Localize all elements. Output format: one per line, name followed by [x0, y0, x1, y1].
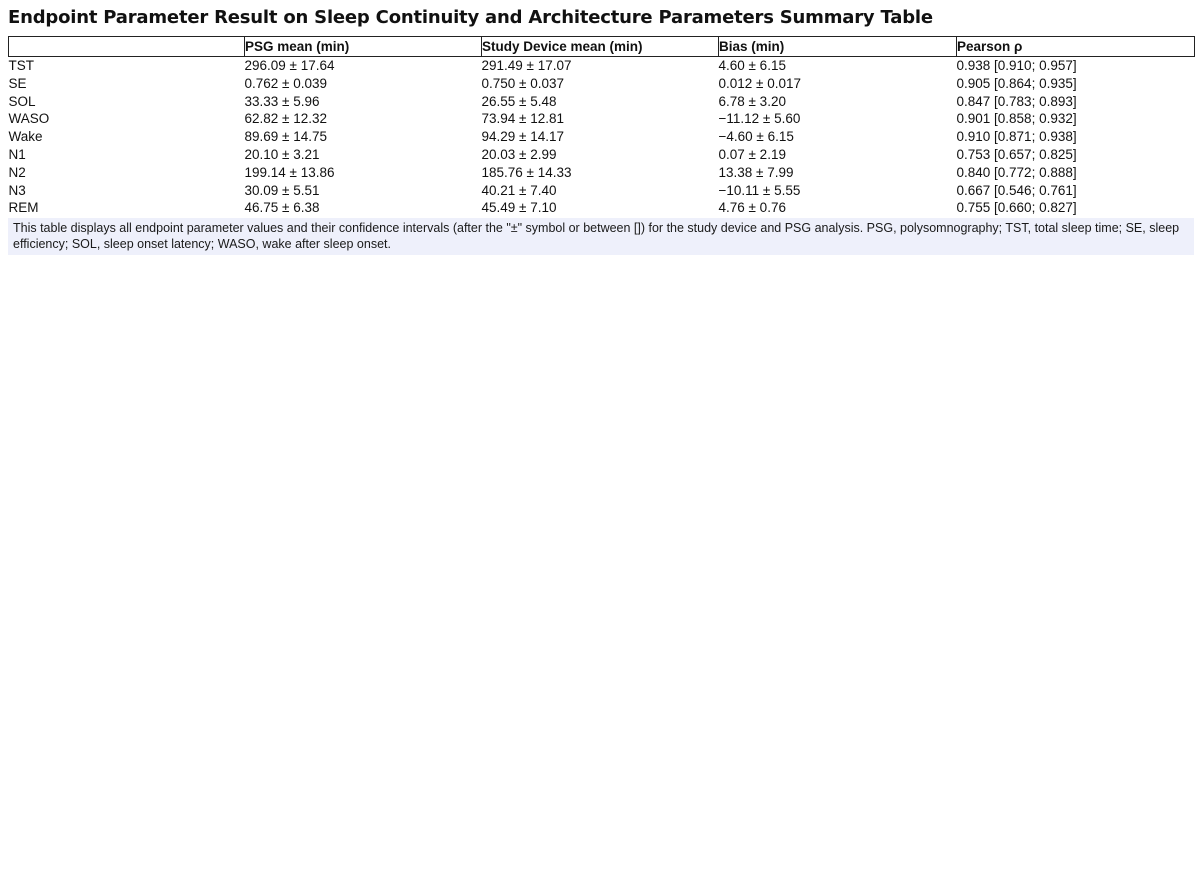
pearson-cell: 0.753 [0.657; 0.825] — [956, 146, 1077, 162]
table-row — [9, 199, 1195, 217]
pearson-cell: 0.910 [0.871; 0.938] — [956, 129, 1077, 145]
header-pearson: Pearson ρ — [957, 37, 1195, 57]
bias-cell: 0.07 ± 2.19 — [718, 146, 786, 162]
row-parameter-cell: Wake — [8, 129, 43, 145]
pearson-cell: 0.938 [0.910; 0.957] — [956, 58, 1077, 73]
pearson-cell: 0.755 [0.660; 0.827] — [956, 200, 1077, 216]
study-device-mean-cell: 185.76 ± 14.33 — [481, 164, 572, 180]
table-row — [9, 164, 1195, 182]
psg-mean-cell: 62.82 ± 12.32 — [244, 111, 327, 127]
study-device-mean-cell: 0.750 ± 0.037 — [481, 75, 564, 91]
header-parameter — [9, 37, 245, 57]
bias-cell: 4.60 ± 6.15 — [718, 58, 786, 73]
bias-cell: −10.11 ± 5.55 — [718, 182, 801, 198]
table-row — [9, 110, 1195, 128]
pearson-cell: 0.847 [0.783; 0.893] — [956, 93, 1077, 109]
bias-cell: 4.76 ± 0.76 — [718, 200, 786, 216]
row-parameter-cell: SOL — [8, 93, 36, 109]
pearson-cell: 0.667 [0.546; 0.761] — [956, 182, 1077, 198]
summary-table — [8, 36, 1195, 217]
pearson-cell: 0.905 [0.864; 0.935] — [956, 75, 1077, 91]
document-page — [8, 6, 1194, 255]
study-device-mean-cell: 94.29 ± 14.17 — [481, 129, 564, 145]
table-row — [9, 93, 1195, 111]
row-parameter-cell: WASO — [8, 111, 50, 127]
study-device-mean-cell: 291.49 ± 17.07 — [481, 58, 572, 73]
header-bias: Bias (min) — [719, 37, 957, 57]
psg-mean-cell: 0.762 ± 0.039 — [244, 75, 327, 91]
bias-cell: 0.012 ± 0.017 — [718, 75, 801, 91]
study-device-mean-cell: 73.94 ± 12.81 — [481, 111, 564, 127]
bias-cell: 6.78 ± 3.20 — [718, 93, 786, 109]
pearson-cell: 0.901 [0.858; 0.932] — [956, 111, 1077, 127]
table-title: Endpoint Parameter Result on Sleep Continuity and Architecture Parameters Summary Table — [8, 7, 933, 28]
bias-cell: −4.60 ± 6.15 — [718, 129, 794, 145]
psg-mean-cell: 33.33 ± 5.96 — [244, 93, 320, 109]
row-parameter-cell: REM — [8, 200, 39, 216]
table-row — [9, 146, 1195, 164]
bias-cell: −11.12 ± 5.60 — [718, 111, 801, 127]
psg-mean-cell: 296.09 ± 17.64 — [244, 58, 335, 73]
study-device-mean-cell: 40.21 ± 7.40 — [481, 182, 557, 198]
study-device-mean-cell: 45.49 ± 7.10 — [481, 200, 557, 216]
table-header-row — [9, 37, 1195, 57]
table-row — [9, 57, 1195, 75]
psg-mean-cell: 20.10 ± 3.21 — [244, 146, 320, 162]
header-psg-mean: PSG mean (min) — [245, 37, 482, 57]
psg-mean-cell: 199.14 ± 13.86 — [244, 164, 335, 180]
table-row — [9, 75, 1195, 93]
psg-mean-cell: 46.75 ± 6.38 — [244, 200, 320, 216]
row-parameter-cell: SE — [8, 75, 27, 91]
study-device-mean-cell: 20.03 ± 2.99 — [481, 146, 557, 162]
row-parameter-cell: N3 — [8, 182, 26, 198]
header-study-device-mean: Study Device mean (min) — [482, 37, 719, 57]
row-parameter-cell: TST — [8, 58, 34, 73]
row-parameter-cell: N2 — [8, 164, 26, 180]
table-row — [9, 128, 1195, 146]
bias-cell: 13.38 ± 7.99 — [718, 164, 794, 180]
pearson-cell: 0.840 [0.772; 0.888] — [956, 164, 1077, 180]
row-parameter-cell: N1 — [8, 146, 26, 162]
psg-mean-cell: 89.69 ± 14.75 — [244, 129, 327, 145]
table-row — [9, 182, 1195, 200]
study-device-mean-cell: 26.55 ± 5.48 — [481, 93, 557, 109]
psg-mean-cell: 30.09 ± 5.51 — [244, 182, 320, 198]
table-footnote: This table displays all endpoint parameter values and their confidence intervals (after the "±" symbol or between []) for the study device and PSG analysis. PSG, polysomnography; TST, total sleep time; SE, sleep efficiency; SOL, sleep onset latency; WASO, wake after sleep onset. — [8, 218, 1194, 255]
